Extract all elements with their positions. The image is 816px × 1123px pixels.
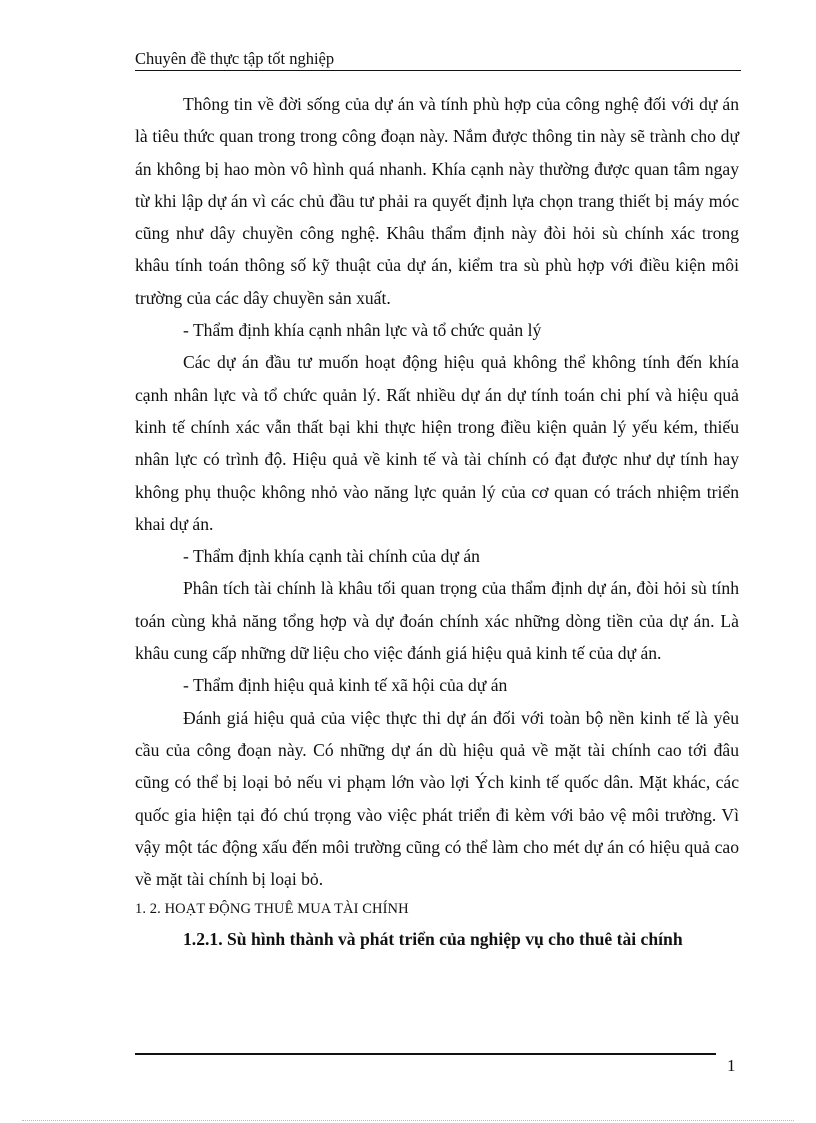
subheading-socioeconomic: - Thẩm định hiệu quả kinh tế xã hội của dự án bbox=[183, 675, 508, 696]
paragraph-financial: Phân tích tài chính là khâu tối quan trọng của thẩm định dự án, đòi hỏi sù tính toán cùng khả năng tổng hợp và dự đoán chính xác những dòng tiền của dự án. Là khâu cung cấp những dữ liệu cho việc đánh giá hiệu quả kinh tế của dự án. bbox=[135, 578, 739, 664]
document-body bbox=[135, 88, 739, 955]
page-number: 1 bbox=[727, 1056, 736, 1075]
page-header: Chuyên đề thực tập tốt nghiệp bbox=[135, 49, 741, 71]
section-heading: 1. 2. HOẠT ĐỘNG THUÊ MUA TÀI CHÍNH bbox=[135, 901, 409, 918]
subsection-heading: 1.2.1. Sù hình thành và phát triển của nghiệp vụ cho thuê tài chính bbox=[183, 929, 683, 950]
footer-divider bbox=[135, 1053, 716, 1055]
page-bottom-border bbox=[22, 1120, 794, 1121]
subheading-human-resources: - Thẩm định khía cạnh nhân lực và tổ chức quản lý bbox=[183, 320, 542, 341]
paragraph-human-resources: Các dự án đầu tư muốn hoạt động hiệu quả không thể không tính đến khía cạnh nhân lực và tổ chức quản lý. Rất nhiều dự án dự tính toán chi phí và hiệu quả kinh tế chính xác vẫn thất bại khi thực hiện trong điều kiện quản lý yếu kém, thiếu nhân lực có trình độ. Hiệu quả về kinh tế và tài chính có đạt được như dự tính hay không phụ thuộc không nhỏ vào năng lực quản lý của cơ quan có trách nhiệm triển khai dự án. bbox=[135, 352, 739, 534]
paragraph-socioeconomic: Đánh giá hiệu quả của việc thực thi dự án đối với toàn bộ nền kinh tế là yêu cầu của công đoạn này. Có những dự án dù hiệu quả về mặt tài chính cao tới đâu cũng có thể bị loại bỏ nếu vi phạm lớn vào lợi Ých kinh tế quốc dân. Mặt khác, các quốc gia hiện tại đó chú trọng vào việc phát triển đi kèm với bảo vệ môi trường. Vì vậy một tác động xấu đến môi trường cũng có thể làm cho mét dự án có hiệu quả cao về mặt tài chính bị loại bỏ. bbox=[135, 707, 739, 890]
paragraph-technology: Thông tin về đời sống của dự án và tính phù hợp của công nghệ đối với dự án là tiêu thức quan trong trong công đoạn này. Nắm được thông tin này sẽ trành cho dự án không bị hao mòn vô hình quá nhanh. Khía cạnh này thường được quan tâm ngay từ khi lập dự án vì các chủ đầu tư phải ra quyết định lựa chọn trang thiết bị máy móc cũng như dây chuyền công nghệ. Khâu thẩm định này đòi hỏi sù chính xác trong khâu tính toán thông số kỹ thuật của dự án, kiểm tra sù phù hợp với điều kiện môi trường của các dây chuyền sản xuất. bbox=[135, 94, 739, 308]
subheading-financial: - Thẩm định khía cạnh tài chính của dự án bbox=[183, 546, 480, 567]
